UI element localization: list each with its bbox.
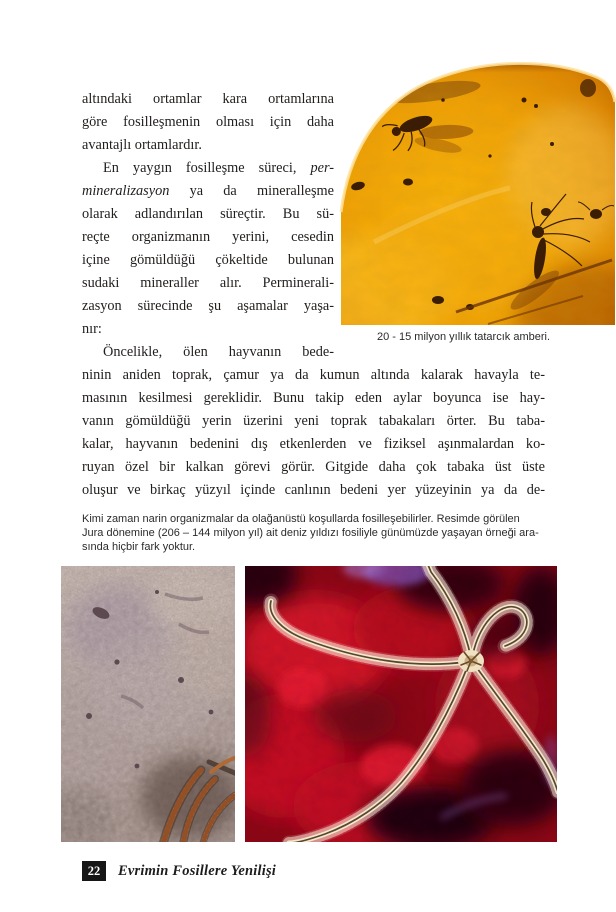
text-line: vanın gömüldüğü yerin üzerini yeni toprak tabakaları örter. Bu taba- <box>82 413 545 429</box>
amber-photo <box>338 60 616 325</box>
fossil-photo <box>61 566 235 842</box>
text-line: masının kesilmesi gereklidir. Bunu takip eden aylar boyunca ise hay- <box>82 390 545 406</box>
caption-line: sında hiçbir fark yoktur. <box>82 541 196 553</box>
body-text-column <box>82 88 334 364</box>
caption-line: Jura dönemine (206 – 144 milyon yıl) ait deniz yıldızı fosiliyle günümüzde yaşayan örneği ara- <box>82 527 539 539</box>
text-line: göre fosilleşmenin olması için daha <box>82 114 334 130</box>
page-number-badge: 22 <box>82 861 106 881</box>
text-line: altındaki ortamlar kara ortamlarına <box>82 91 334 107</box>
text-line: ruyan özel bir kalkan görevi görür. Gitgide daha çok tabaka üst üste <box>82 459 545 475</box>
text-line: sudaki mineraller alır. Perminerali- <box>82 275 334 291</box>
text-line: kalar, hayvanın bedenini dış etkenlerden ve fiziksel aşınmalardan ko- <box>82 436 545 452</box>
text-line: olarak adlandırılan süreçtir. Bu sü- <box>82 206 334 222</box>
text-line: reçte organizmanın yerini, cesedin <box>82 229 334 245</box>
text-line: En yaygın fosilleşme süreci, per- <box>103 160 334 176</box>
brittle-star-photo <box>245 566 557 842</box>
book-title: Evrimin Fosillere Yenilişi <box>118 862 277 879</box>
text-line: nır: <box>82 321 102 337</box>
text-line: avantajlı ortamlardır. <box>82 137 202 153</box>
text-line: ninin aniden toprak, çamur ya da kumun altında kalarak havayla te- <box>82 367 545 383</box>
text-line: zasyon sürecinde şu aşamalar yaşa- <box>82 298 334 314</box>
body-text-full-width <box>82 364 545 502</box>
fossil-caption <box>82 512 539 554</box>
caption-line: Kimi zaman narin organizmalar da olağanüstü koşullarda fosilleşebilirler. Resimde görülen <box>82 513 520 525</box>
page-footer <box>82 861 276 881</box>
italic-term: per- <box>310 160 334 176</box>
central-disc <box>458 650 484 672</box>
italic-term: mineralizasyon <box>82 183 170 199</box>
text-line: oluşur ve birkaç yüzyıl içinde canlının bedeni yer yüzeyinin ya da de- <box>82 482 545 498</box>
text-line: mineralizasyon ya da mineralleşme <box>82 183 334 199</box>
text-line: Öncelikle, ölen hayvanın bede- <box>103 344 334 360</box>
text-line: içine gömüldüğü çökeltide bulunan <box>82 252 334 268</box>
amber-caption: 20 - 15 milyon yıllık tatarcık amberi. <box>377 331 551 343</box>
